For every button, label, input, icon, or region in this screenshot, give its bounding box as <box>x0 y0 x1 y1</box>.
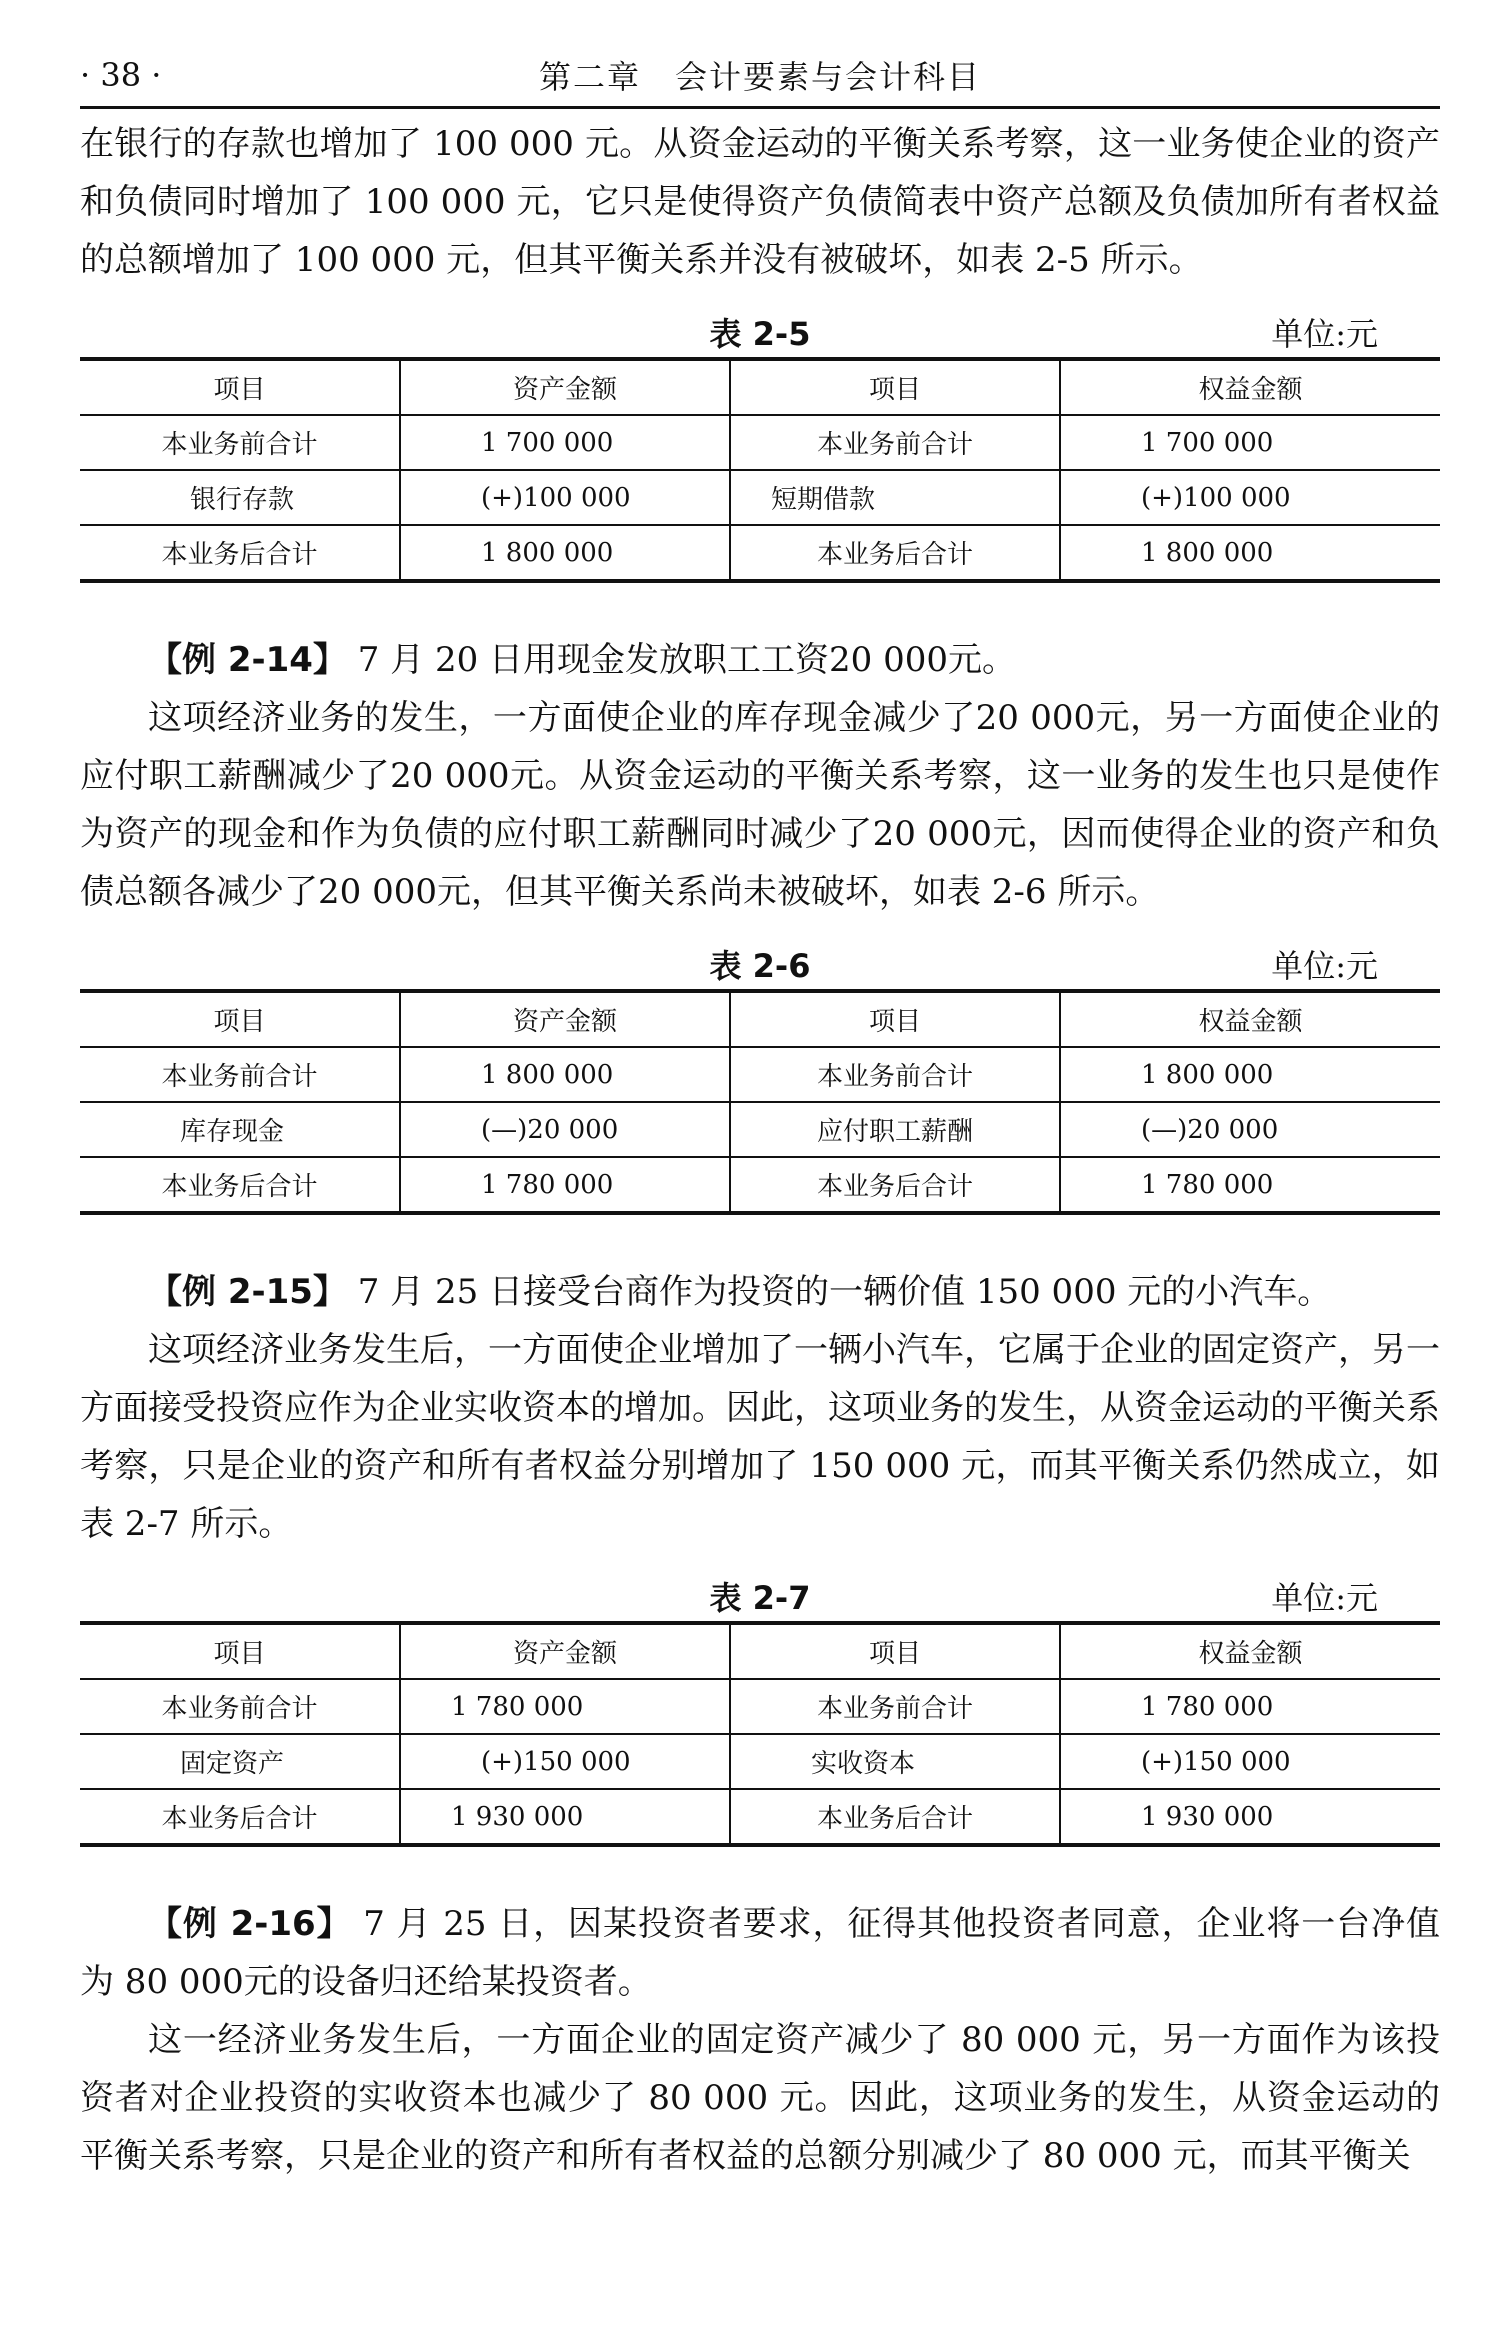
table-cell: 本业务前合计 <box>730 415 1060 470</box>
header-cell: 项目 <box>730 359 1060 415</box>
table-row <box>80 415 1440 470</box>
example-body: 这项经济业务发生后，一方面使企业增加了一辆小汽车，它属于企业的固定资产，另一方面接受投资应作为企业实收资本的增加。因此，这项业务的发生，从资金运动的平衡关系考察，只是企业的资产和所有者权益分别增加了 150 000 元，而其平衡关系仍然成立，如表 2-7 所示。 <box>80 1330 1440 1544</box>
example-label: 【例 2-14】 <box>148 640 347 680</box>
table-cell: 1 780 000 <box>400 1157 730 1213</box>
table-title: 表 2-7 <box>709 1579 811 1617</box>
table-cell: 本业务前合计 <box>730 1047 1060 1102</box>
table-title: 表 2-6 <box>709 947 811 985</box>
table-cell: 本业务后合计 <box>80 1789 400 1845</box>
table-cell: (—)20 000 <box>400 1102 730 1157</box>
table-cell: 1 700 000 <box>400 415 730 470</box>
table-cell: (+)150 000 <box>1060 1734 1440 1789</box>
table-cell: 本业务前合计 <box>730 1679 1060 1734</box>
header-cell: 项目 <box>730 1623 1060 1679</box>
table-cell: 本业务前合计 <box>80 1047 400 1102</box>
header-cell: 项目 <box>80 991 400 1047</box>
table-cell: (+)150 000 <box>400 1734 730 1789</box>
example-text: 7 月 20 日用现金发放职工工资20 000元。 <box>346 640 1017 680</box>
table-2-6 <box>80 989 1440 1215</box>
table-unit: 单位:元 <box>1271 947 1378 985</box>
table-cell: 1 800 000 <box>400 525 730 581</box>
table-cell: 1 780 000 <box>1060 1679 1440 1734</box>
table-header-row <box>80 1623 1440 1679</box>
table-cell: 1 930 000 <box>1060 1789 1440 1845</box>
header-cell: 权益金额 <box>1060 991 1440 1047</box>
header-cell: 权益金额 <box>1060 1623 1440 1679</box>
table-header-row <box>80 991 1440 1047</box>
table-cell: 本业务后合计 <box>80 1157 400 1213</box>
table-cell: 固定资产 <box>80 1734 400 1789</box>
table-row <box>80 525 1440 581</box>
table-2-5 <box>80 357 1440 583</box>
example-label: 【例 2-16】 <box>148 1904 352 1944</box>
table-cell: 实收资本 <box>730 1734 1060 1789</box>
page-number: · 38 · <box>80 56 162 94</box>
table-row <box>80 1047 1440 1102</box>
table-cell: 应付职工薪酬 <box>730 1102 1060 1157</box>
header-cell: 资产金额 <box>400 1623 730 1679</box>
table-cell: 库存现金 <box>80 1102 400 1157</box>
header-cell: 项目 <box>80 359 400 415</box>
table-caption <box>80 1567 1440 1621</box>
table-cell: 本业务后合计 <box>730 1789 1060 1845</box>
table-cell: (—)20 000 <box>1060 1102 1440 1157</box>
table-cell: (+)100 000 <box>400 470 730 525</box>
table-unit: 单位:元 <box>1271 1579 1378 1617</box>
table-row <box>80 470 1440 525</box>
table-2-7 <box>80 1621 1440 1847</box>
table-cell: 本业务前合计 <box>80 1679 400 1734</box>
table-cell: (+)100 000 <box>1060 470 1440 525</box>
table-cell: 1 800 000 <box>1060 525 1440 581</box>
header-cell: 权益金额 <box>1060 359 1440 415</box>
chapter-title: 第二章 会计要素与会计科目 <box>538 58 981 96</box>
page-header <box>80 40 1440 109</box>
table-caption <box>80 303 1440 357</box>
table-header-row <box>80 359 1440 415</box>
table-cell: 1 930 000 <box>400 1789 730 1845</box>
table-cell: 1 700 000 <box>1060 415 1440 470</box>
table-cell: 1 780 000 <box>400 1679 730 1734</box>
table-cell: 银行存款 <box>80 470 400 525</box>
table-row <box>80 1789 1440 1845</box>
header-cell: 项目 <box>730 991 1060 1047</box>
table-cell: 本业务后合计 <box>730 1157 1060 1213</box>
table-unit: 单位:元 <box>1271 315 1378 353</box>
table-cell: 本业务后合计 <box>730 525 1060 581</box>
example-label: 【例 2-15】 <box>148 1272 347 1312</box>
table-row <box>80 1157 1440 1213</box>
intro-paragraph: 在银行的存款也增加了 100 000 元。从资金运动的平衡关系考察，这一业务使企业的资产和负债同时增加了 100 000 元，它只是使得资产负债简表中资产总额及负债加所有者权益的总额增加了 100 000 元，但其平衡关系并没有被破坏，如表 2-5 所示。 <box>80 124 1440 280</box>
table-cell: 本业务后合计 <box>80 525 400 581</box>
table-cell: 1 800 000 <box>1060 1047 1440 1102</box>
table-title: 表 2-5 <box>709 315 811 353</box>
table-row <box>80 1679 1440 1734</box>
header-cell: 项目 <box>80 1623 400 1679</box>
table-cell: 1 800 000 <box>400 1047 730 1102</box>
example-heading <box>80 1263 1440 1321</box>
table-cell: 1 780 000 <box>1060 1157 1440 1213</box>
example-heading <box>80 631 1440 689</box>
example-text: 7 月 25 日接受台商作为投资的一辆价值 150 000 元的小汽车。 <box>346 1272 1332 1312</box>
example-body: 这一经济业务发生后，一方面企业的固定资产减少了 80 000 元，另一方面作为该投资者对企业投资的实收资本也减少了 80 000 元。因此，这项业务的发生，从资金运动的平衡关系考察，只是企业的资产和所有者权益的总额分别减少了 80 000 元，而其平衡关 <box>80 2020 1440 2176</box>
table-row <box>80 1734 1440 1789</box>
table-cell: 短期借款 <box>730 470 1060 525</box>
table-caption <box>80 935 1440 989</box>
table-row <box>80 1102 1440 1157</box>
example-heading <box>80 1895 1440 2011</box>
table-cell: 本业务前合计 <box>80 415 400 470</box>
example-text: 7 月 25 日，因某投资者要求，征得其他投资者同意，企业将一台净值为 80 000元的设备归还给某投资者。 <box>80 1904 1441 2002</box>
book-page <box>80 40 1440 2185</box>
example-body: 这项经济业务的发生，一方面使企业的库存现金减少了20 000元，另一方面使企业的应付职工薪酬减少了20 000元。从资金运动的平衡关系考察，这一业务的发生也只是使作为资产的现金和作为负债的应付职工薪酬同时减少了20 000元，因而使得企业的资产和负债总额各减少了20 000元，但其平衡关系尚未被破坏，如表 2-6 所示。 <box>80 698 1440 912</box>
header-cell: 资产金额 <box>400 991 730 1047</box>
header-cell: 资产金额 <box>400 359 730 415</box>
